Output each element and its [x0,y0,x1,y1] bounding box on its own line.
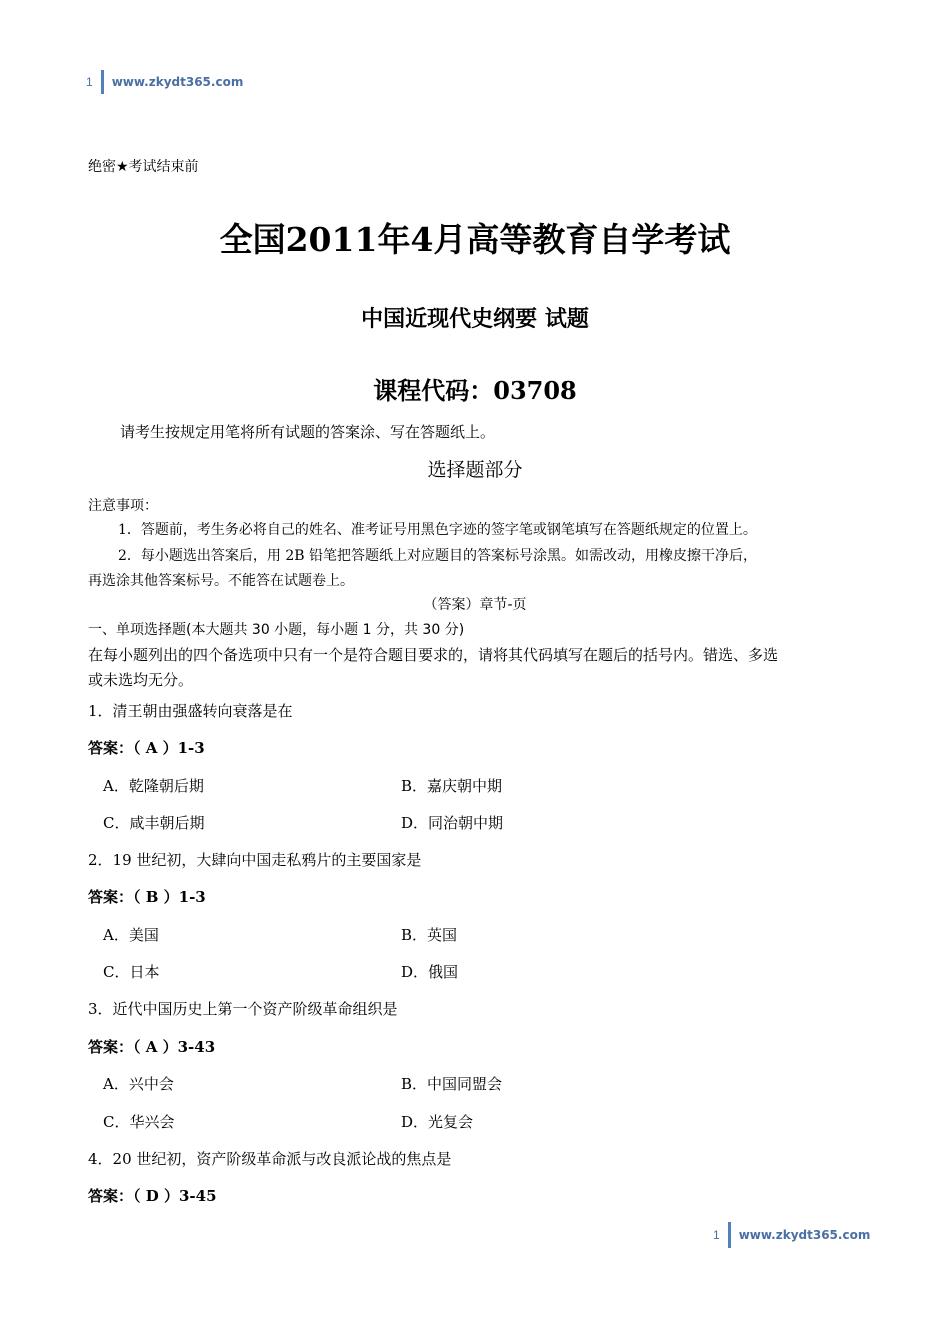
question-stem: 4．20 世纪初，资产阶级革命派与改良派论战的焦点是 [88,1150,452,1168]
option-b: B．英国 [401,926,458,944]
page-subtitle: 中国近现代史纲要 试题 [361,306,589,332]
answer-value: （ B ）1-3 [133,888,206,906]
notice-heading: 注意事项： [88,498,158,514]
header-url[interactable]: www.zkydt365.com [111,75,244,89]
option-a: A．乾隆朝后期 [103,777,204,795]
option-d: D．光复会 [401,1113,474,1131]
answer-line [88,886,206,907]
footer-divider [728,1222,731,1248]
header-divider [101,70,104,94]
answer-label: 答案： [88,1038,134,1056]
question-stem: 2．19 世纪初，大肆向中国走私鸦片的主要国家是 [88,851,422,869]
option-a: A．兴中会 [103,1075,174,1093]
notice-item-2: 2．每小题选出答案后，用 2B 铅笔把答题纸上对应题目的答案标号涂黑。如需改动，用橡皮擦干净后， [118,548,758,564]
footer-page-number: 1 [713,1228,720,1242]
footer-url[interactable]: www.zkydt365.com [738,1228,871,1242]
header-page-number: 1 [86,75,93,89]
notice-item-2-cont: 再选涂其他答案标号。不能答在试题卷上。 [88,573,354,589]
part-heading: 一、单项选择题(本大题共 30 小题，每小题 1 分，共 30 分) [88,622,465,638]
notice-item-1: 1．答题前，考生务必将自己的姓名、准考证号用黑色字迹的签字笔或钢笔填写在答题纸规定的位置上。 [118,522,757,538]
answer-line [88,737,205,758]
part-description-cont: 或未选均无分。 [88,671,194,689]
question-stem: 1．清王朝由强盛转向衰落是在 [88,702,293,720]
option-a: A．美国 [103,926,159,944]
answer-line [88,1036,215,1057]
answer-value: （ D ）3-45 [133,1187,217,1205]
answer-label: 答案： [88,1187,134,1205]
option-c: C．华兴会 [103,1113,175,1131]
option-b: B．嘉庆朝中期 [401,777,503,795]
answer-line [88,1185,217,1206]
section-title: 选择题部分 [427,459,523,481]
answer-legend: （答案）章节-页 [423,597,527,613]
confidential-notice: 绝密★考试结束前 [88,159,199,175]
option-b: B．中国同盟会 [401,1075,503,1093]
option-c: C．咸丰朝后期 [103,814,205,832]
answer-label: 答案： [88,739,134,757]
instruction-text: 请考生按规定用笔将所有试题的答案涂、写在答题纸上。 [120,423,496,441]
answer-label: 答案： [88,888,134,906]
option-d: D．俄国 [401,963,459,981]
page-footer [713,1222,870,1248]
option-d: D．同治朝中期 [401,814,504,832]
option-c: C．日本 [103,963,160,981]
page-title: 全国2011年4月高等教育自学考试 [219,220,731,259]
course-code: 课程代码：03708 [373,376,577,405]
part-description: 在每小题列出的四个备选项中只有一个是符合题目要求的，请将其代码填写在题后的括号内。错选、多选 [88,646,779,664]
answer-value: （ A ）3-43 [133,1038,216,1056]
answer-value: （ A ）1-3 [133,739,205,757]
page-header [86,70,243,94]
question-stem: 3．近代中国历史上第一个资产阶级革命组织是 [88,1000,398,1018]
